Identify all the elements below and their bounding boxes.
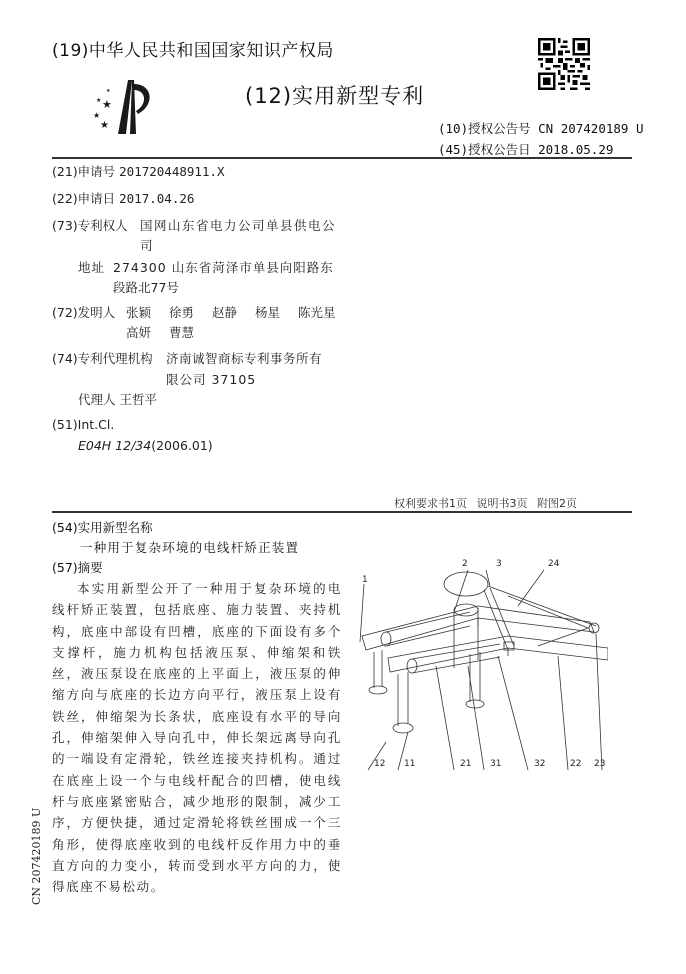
leg (398, 672, 408, 726)
document-type: (12)实用新型专利 (245, 84, 425, 108)
base-front (388, 636, 608, 672)
patentee-label: (73)专利权人 (52, 218, 128, 233)
inventor: 赵静 (212, 305, 238, 320)
abstract-label: (57)摘要 (52, 560, 103, 575)
inventor: 杨星 (255, 305, 281, 320)
abstract-figure (358, 556, 608, 772)
svg-text:★: ★ (93, 111, 101, 120)
publication-date: (45)授权公告日 2018.05.29 (438, 142, 614, 157)
ipc-code: E04H 12/34 (78, 438, 152, 453)
fig-label-31: 31 (490, 759, 502, 769)
fig-label-3: 3 (496, 559, 502, 569)
fig-label-24: 24 (548, 559, 560, 569)
cnipa-logo-icon (88, 78, 158, 136)
agency-line1: 济南诚智商标专利事务所有 (166, 351, 323, 366)
inventors-line2 (126, 323, 194, 341)
agent-row (78, 390, 157, 408)
application-number-label: (21)申请号 (52, 164, 116, 179)
fig-label-11: 11 (404, 759, 416, 769)
utility-model-title: 一种用于复杂环境的电线杆矫正装置 (80, 540, 300, 555)
fig-label-23: 23 (594, 759, 606, 769)
svg-text:★: ★ (106, 88, 111, 94)
svg-text:★: ★ (100, 120, 109, 131)
ipc-label: (51)Int.Cl. (52, 417, 115, 432)
inventors-label: (72)发明人 (52, 305, 116, 320)
publication-number: (10)授权公告号 CN 207420189 U (438, 121, 644, 136)
agency-label: (74)专利代理机构 (52, 351, 153, 366)
figure-labels (362, 559, 605, 769)
page-counts: 权利要求书1页 说明书3页 附图2页 (394, 497, 577, 510)
title-section-label: (54)实用新型名称 (52, 520, 153, 535)
header-divider (52, 157, 632, 159)
qr-code-icon (538, 38, 590, 90)
fig-label-22: 22 (570, 759, 582, 769)
inventor: 曹慧 (169, 325, 195, 340)
fig-label-32: 32 (534, 759, 546, 769)
address-label: 地址 (78, 260, 106, 275)
inventors-line1 (126, 303, 336, 321)
side-publication-id: CN 207420189 U (30, 807, 43, 905)
inventor: 高妍 (126, 325, 152, 340)
svg-text:★: ★ (96, 97, 102, 104)
page-counts-divider (52, 511, 632, 513)
filing-date: 2017.04.26 (119, 191, 195, 206)
inventor: 张颖 (126, 305, 152, 320)
address-line1: 274300 山东省菏泽市单县向阳路东 (113, 260, 334, 275)
patent-office-name: (19)中华人民共和国国家知识产权局 (52, 41, 334, 61)
leg (374, 650, 382, 688)
leg (470, 652, 480, 702)
fig-label-1: 1 (362, 575, 368, 585)
patentee-line1: 国网山东省电力公司单县供电公 (140, 218, 337, 233)
pole (454, 608, 478, 668)
fig-label-2: 2 (462, 559, 468, 569)
roller-front (407, 659, 417, 673)
agency-line2: 限公司 37105 (166, 372, 257, 387)
svg-text:★: ★ (102, 98, 112, 111)
inventor: 陈光星 (298, 305, 336, 320)
application-number: 201720448911.X (119, 164, 225, 179)
application-number-row (52, 162, 225, 180)
address-line2: 段路北77号 (113, 280, 179, 295)
abstract-text: 本实用新型公开了一种用于复杂环境的电线杆矫正装置，包括底座、施力装置、夹持机构，底座中部设有凹槽，底座的下面设有多个支撑杆，施力机构包括液压泵、伸缩架和铁丝，液压泵设在底座的上平面上，液压泵的伸缩方向与底座的长边方向平行，液压泵上设有铁丝，伸缩架为长条状，底座设有水平的导向孔，伸缩架伸入导向孔中，伸长架远离导向孔的一端设有定滑轮，铁丝连接夹持机构。通过在底座上设一个与电线杆配合的凹槽，使电线杆与底座紧密贴合，减少地形的限制，减少工序，方便快捷，通过定滑轮将铁丝围成一个三角形，使得底座收到的电线杆反作用力中的垂直方向的力变小，转而受到水平方向的力，使得底座不易松动。 (52, 581, 342, 895)
filing-date-row (52, 189, 194, 207)
agent-name: 王哲平 (119, 392, 158, 407)
agent-label: 代理人 (78, 392, 116, 407)
ipc-version: (2006.01) (151, 438, 213, 453)
filing-date-label: (22)申请日 (52, 191, 116, 206)
ipc-row (78, 438, 213, 453)
patentee-line2: 司 (140, 238, 153, 253)
inventor: 徐勇 (169, 305, 195, 320)
fig-label-21: 21 (460, 759, 472, 769)
fig-label-12: 12 (374, 759, 386, 769)
